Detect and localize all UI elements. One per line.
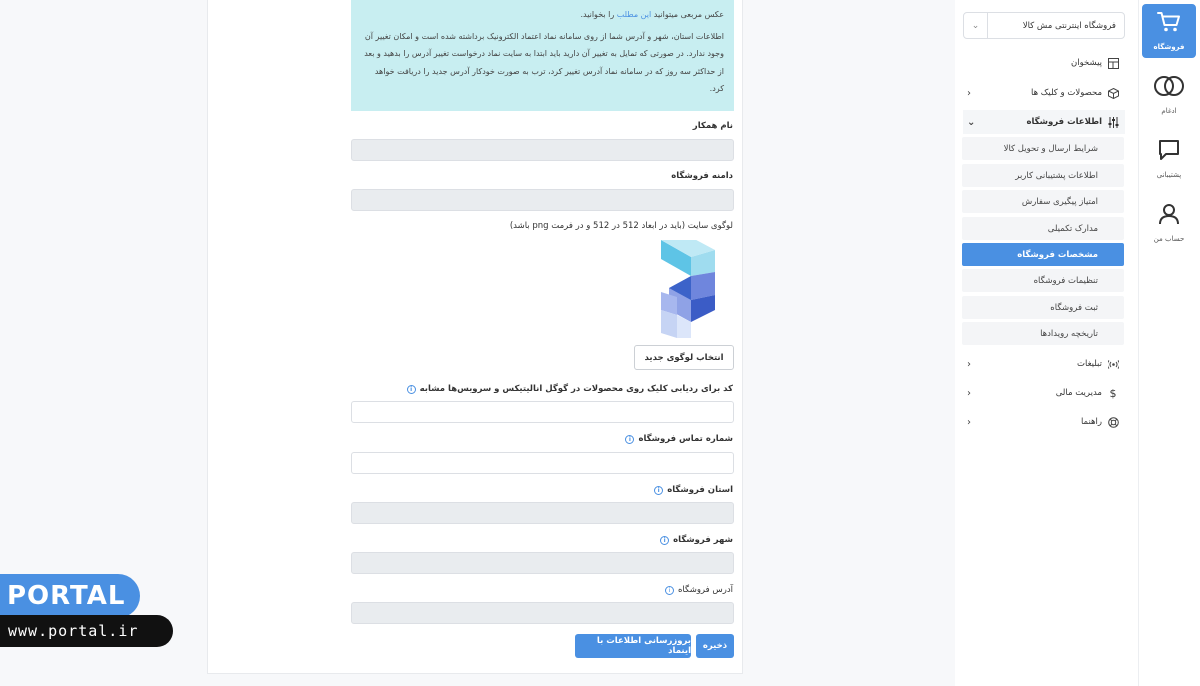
info-icon[interactable]: i bbox=[625, 435, 634, 444]
cart-icon bbox=[1157, 11, 1181, 37]
sidebar-subitem-store-profile[interactable]: مشخصات فروشگاه bbox=[962, 243, 1124, 266]
phone-label: شماره تماس فروشگاه i bbox=[625, 434, 733, 444]
sidebar-subitem-shipping[interactable]: شرایط ارسال و تحویل کالا bbox=[962, 137, 1124, 160]
chevron-left-icon: ‹ bbox=[967, 416, 971, 428]
rail-item-account[interactable]: حساب من bbox=[1142, 196, 1196, 250]
rail-item-store[interactable]: فروشگاه bbox=[1142, 4, 1196, 58]
store-profile-form bbox=[207, 0, 743, 674]
store-select[interactable]: فروشگاه اینترنتی مش کالا ⌄ bbox=[963, 12, 1125, 39]
city-label: شهر فروشگاه i bbox=[660, 535, 733, 545]
province-label: استان فروشگاه i bbox=[654, 485, 733, 495]
domain-label: دامنه فروشگاه bbox=[671, 171, 733, 181]
update-enamad-button[interactable]: بروزرسانی اطلاعات با اینماد bbox=[575, 634, 691, 658]
tracking-code-input[interactable] bbox=[351, 401, 734, 423]
sidebar-item-store-info[interactable]: اطلاعات فروشگاه ⌄ bbox=[963, 110, 1125, 134]
info-notice bbox=[351, 0, 734, 111]
sidebar-subitem-support-info[interactable]: اطلاعات پشتیبانی کاربر bbox=[962, 164, 1124, 187]
info-icon[interactable]: i bbox=[407, 385, 416, 394]
info-paragraph: اطلاعات استان، شهر و آدرس شما از روی سامانه نماد اعتماد الکترونیک برداشته شده است و امکان تغییر آن وجود ندارد. در صورتی که تمایل به تغییر آن دارید باید ابتدا به سایت نماد درخواست تغییر آدرس را بدهید و بعد از حداکثر سه روز که در سامانه نماد آدرس تغییر کرد، ترب به صورت خودکار آدرس جدید را دریافت خواهد کرد. bbox=[364, 31, 724, 93]
sidebar-item-products[interactable]: محصولات و کلیک ها ‹ bbox=[963, 81, 1125, 105]
domain-input[interactable] bbox=[351, 189, 734, 211]
rail-item-support[interactable]: پشتیبانی bbox=[1142, 132, 1196, 186]
info-article-link[interactable]: این مطلب bbox=[616, 10, 652, 19]
chevron-down-icon: ⌄ bbox=[967, 116, 976, 128]
choose-logo-button[interactable]: انتخاب لوگوی جدید bbox=[634, 345, 734, 370]
broadcast-icon bbox=[1107, 358, 1119, 370]
sidebar-subitem-event-history[interactable]: تاریخچه رویدادها bbox=[962, 322, 1124, 345]
sidebar-item-dashboard[interactable]: پیشخوان bbox=[963, 51, 1125, 75]
partner-name-label: نام همکار bbox=[692, 121, 733, 131]
rings-icon bbox=[1153, 75, 1185, 101]
sidebar-subitem-documents[interactable]: مدارک تکمیلی bbox=[962, 217, 1124, 240]
info-icon[interactable]: i bbox=[654, 486, 663, 495]
icon-rail bbox=[1138, 0, 1200, 686]
sidebar-item-help[interactable]: راهنما ‹ bbox=[963, 410, 1125, 434]
chevron-left-icon: ‹ bbox=[967, 87, 971, 99]
save-button[interactable]: ذخیره bbox=[696, 634, 734, 658]
portal-watermark-url: www.portal.ir bbox=[0, 615, 173, 647]
sidebar-item-ads[interactable]: تبلیغات ‹ bbox=[963, 352, 1125, 376]
portal-watermark-brand: PORTAL bbox=[0, 574, 140, 618]
tracking-code-label: کد برای ردیابی کلیک روی محصولات در گوگل انالیتیکس و سرویس‌ها مشابه i bbox=[407, 384, 733, 394]
city-input[interactable] bbox=[351, 552, 734, 574]
address-label: آدرس فروشگاه i bbox=[665, 585, 733, 595]
phone-input[interactable] bbox=[351, 452, 734, 474]
chat-icon bbox=[1158, 139, 1180, 165]
dashboard-icon bbox=[1107, 57, 1119, 69]
info-icon[interactable]: i bbox=[665, 586, 674, 595]
address-input[interactable] bbox=[351, 602, 734, 624]
user-icon bbox=[1158, 203, 1180, 229]
sliders-icon bbox=[1107, 116, 1119, 128]
chevron-left-icon: ‹ bbox=[967, 387, 971, 399]
sidebar-subitem-store-settings[interactable]: تنظیمات فروشگاه bbox=[962, 269, 1124, 292]
province-input[interactable] bbox=[351, 502, 734, 524]
partner-name-input[interactable] bbox=[351, 139, 734, 161]
sidebar-subitem-register-store[interactable]: ثبت فروشگاه bbox=[962, 296, 1124, 319]
chevron-down-icon: ⌄ bbox=[964, 13, 988, 38]
dollar-icon: $ bbox=[1109, 386, 1117, 400]
lifebuoy-icon bbox=[1107, 416, 1119, 428]
sidebar bbox=[955, 0, 1138, 686]
box-icon bbox=[1107, 87, 1119, 99]
rail-item-integration[interactable]: ادغام bbox=[1142, 68, 1196, 122]
info-line-1: عکس مربعی میتوانید این مطلب را بخوانید. bbox=[580, 10, 724, 19]
info-icon[interactable]: i bbox=[660, 536, 669, 545]
sidebar-subitem-order-tracking[interactable]: امتیاز پیگیری سفارش bbox=[962, 190, 1124, 213]
store-logo-image bbox=[655, 240, 723, 340]
sidebar-item-finance[interactable]: $ مدیریت مالی ‹ bbox=[963, 381, 1125, 405]
logo-label: لوگوی سایت (باید در ابعاد 512 در 512 و در فرمت png باشد) bbox=[509, 221, 733, 231]
chevron-left-icon: ‹ bbox=[967, 358, 971, 370]
